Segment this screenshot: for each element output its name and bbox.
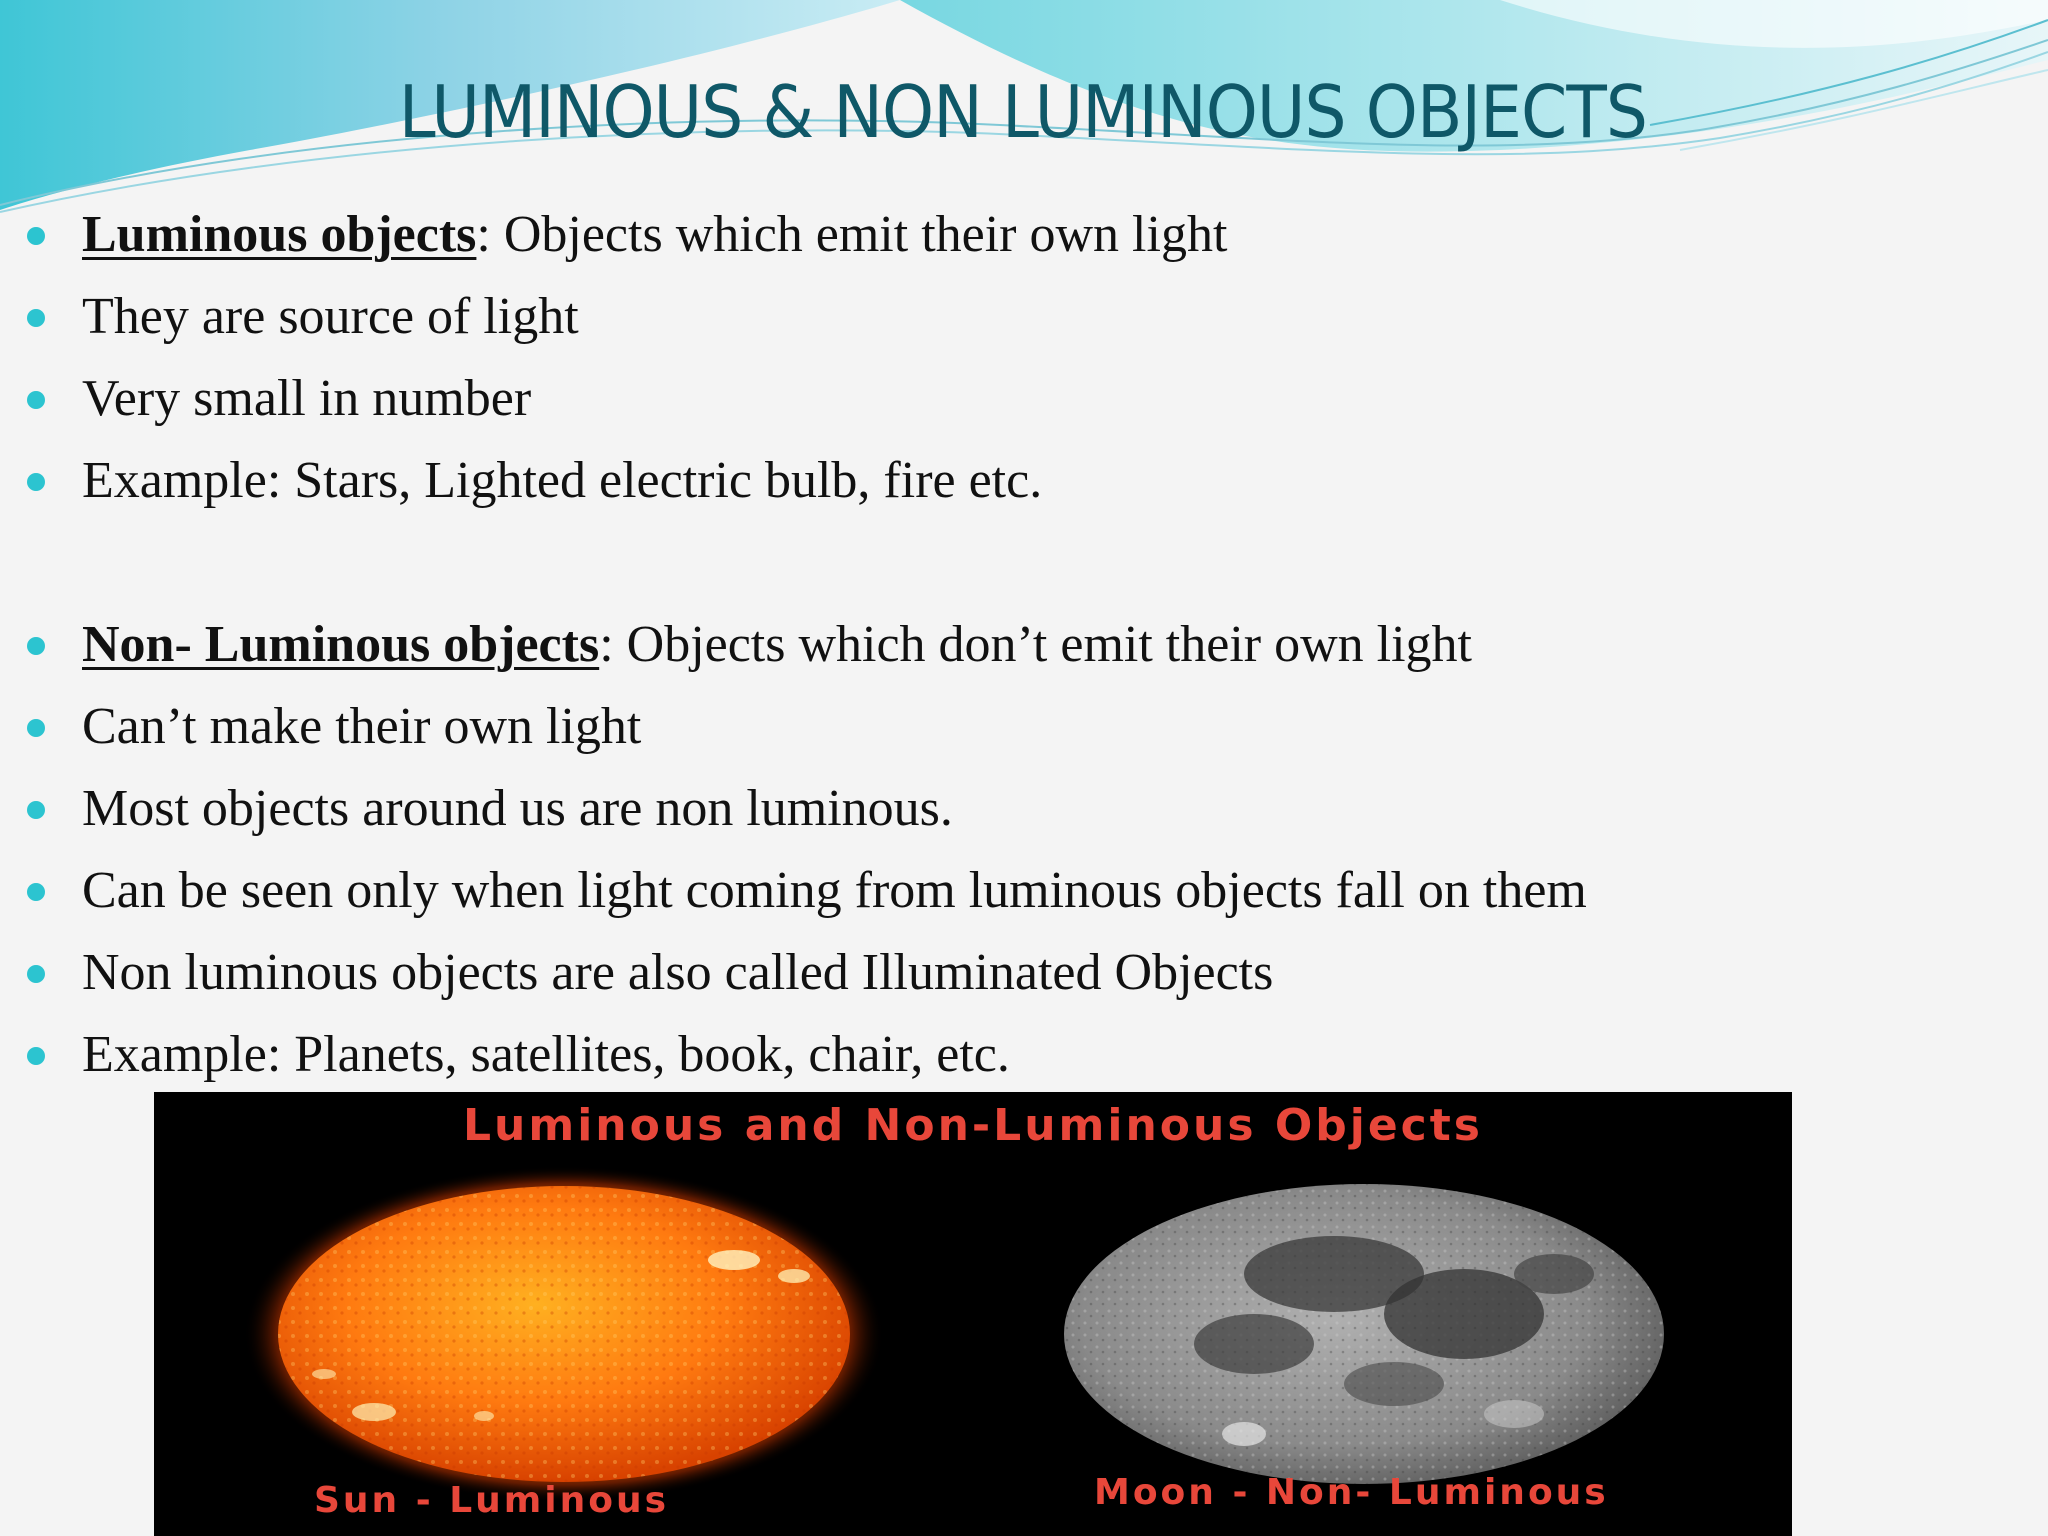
list-item [0,859,1587,941]
list-item-text: They are source of light [82,288,579,345]
list-item-text: Most objects around us are non luminous. [82,780,953,837]
list-item [0,449,1587,531]
bullet-dot-icon [27,637,45,655]
term-non-luminous: Non- Luminous objects [82,616,600,673]
list-item-text: Non luminous objects are also called Illuminated Objects [82,944,1274,1001]
list-item [0,695,1587,777]
bullet-dot-icon [27,473,45,491]
list-item-text: Example: Planets, satellites, book, chair, etc. [82,1026,1010,1083]
bullet-dot-icon [27,965,45,983]
list-item [0,941,1587,1023]
bullet-dot-icon [27,801,45,819]
list-item [0,285,1587,367]
list-item [0,777,1587,859]
list-item-text: Can’t make their own light [82,698,642,755]
bullet-dot-icon [27,1047,45,1065]
definition-non-luminous: : Objects which don’t emit their own light [599,616,1472,673]
slide-title: LUMINOUS & NON LUMINOUS OBJECTS [398,70,1648,154]
sun-caption: Sun - Luminous [314,1480,670,1521]
bullet-dot-icon [27,719,45,737]
sun-image [234,1164,894,1504]
moon-caption: Moon - Non- Luminous [1094,1472,1609,1513]
bullet-dot-icon [27,391,45,409]
moon-image [1034,1164,1694,1504]
list-item-luminous-definition [0,203,1587,285]
bullet-dot-icon [27,309,45,327]
list-item-text: Very small in number [82,370,532,427]
bullet-list [0,203,1587,1105]
list-item [0,367,1587,449]
list-item-text: Example: Stars, Lighted electric bulb, fire etc. [82,452,1043,509]
sun-moon-figure [154,1092,1792,1536]
list-item-text: Can be seen only when light coming from luminous objects fall on them [82,862,1587,919]
list-item-non-luminous-definition [0,613,1587,695]
term-luminous: Luminous objects [82,206,477,263]
figure-title: Luminous and Non-Luminous Objects [463,1100,1483,1151]
definition-luminous: : Objects which emit their own light [476,206,1228,263]
bullet-dot-icon [27,883,45,901]
bullet-dot-icon [27,227,45,245]
